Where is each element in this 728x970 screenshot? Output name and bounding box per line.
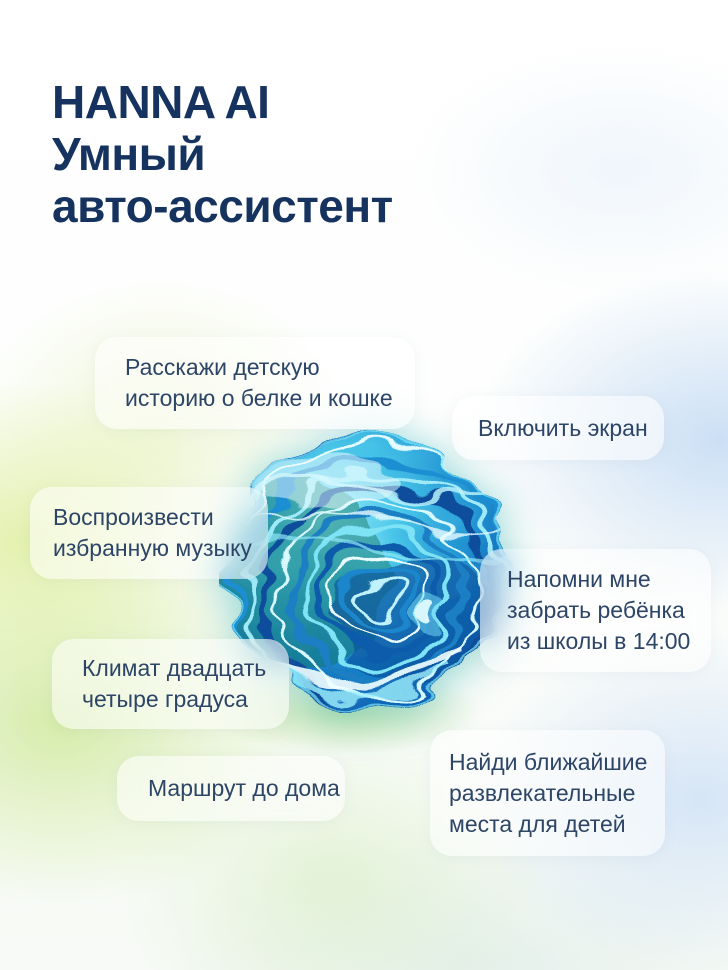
voice-command-bubble-climate: [52, 639, 289, 729]
bubble-text-line: четыре градуса: [82, 686, 248, 712]
brand-name: HANNA AI: [52, 76, 270, 128]
bubble-text-line: развлекательные: [449, 779, 636, 806]
voice-command-bubble-screen: [452, 396, 664, 460]
page-title: [52, 76, 393, 232]
bubble-text-line: Маршрут до дома: [148, 775, 340, 801]
voice-command-bubble-reminder: [480, 549, 711, 672]
bubble-text-line: из школы в 14:00: [507, 628, 691, 654]
bubble-text-line: Климат двадцать: [82, 655, 267, 681]
bubble-text-line: избранную музыку: [53, 535, 252, 561]
voice-command-bubble-music: [30, 487, 268, 579]
voice-command-bubble-story: [95, 337, 415, 429]
subtitle-line-2: авто-ассистент: [52, 180, 393, 232]
voice-command-bubble-places: [430, 730, 665, 856]
bubble-text-line: Включить экран: [478, 414, 648, 441]
subtitle-line-1: Умный: [52, 128, 206, 180]
bubble-text-line: историю о белке и кошке: [125, 385, 393, 411]
voice-command-bubble-route: [117, 756, 345, 821]
bubble-text-line: Расскажи детскую: [125, 354, 320, 380]
bubble-text-line: забрать ребёнка: [507, 597, 685, 623]
bubble-text-line: Воспроизвести: [53, 504, 214, 530]
bubble-text-line: места для детей: [449, 810, 626, 837]
bubble-text-line: Напомни мне: [507, 566, 651, 592]
bubble-text-line: Найди ближайшие: [449, 748, 648, 775]
